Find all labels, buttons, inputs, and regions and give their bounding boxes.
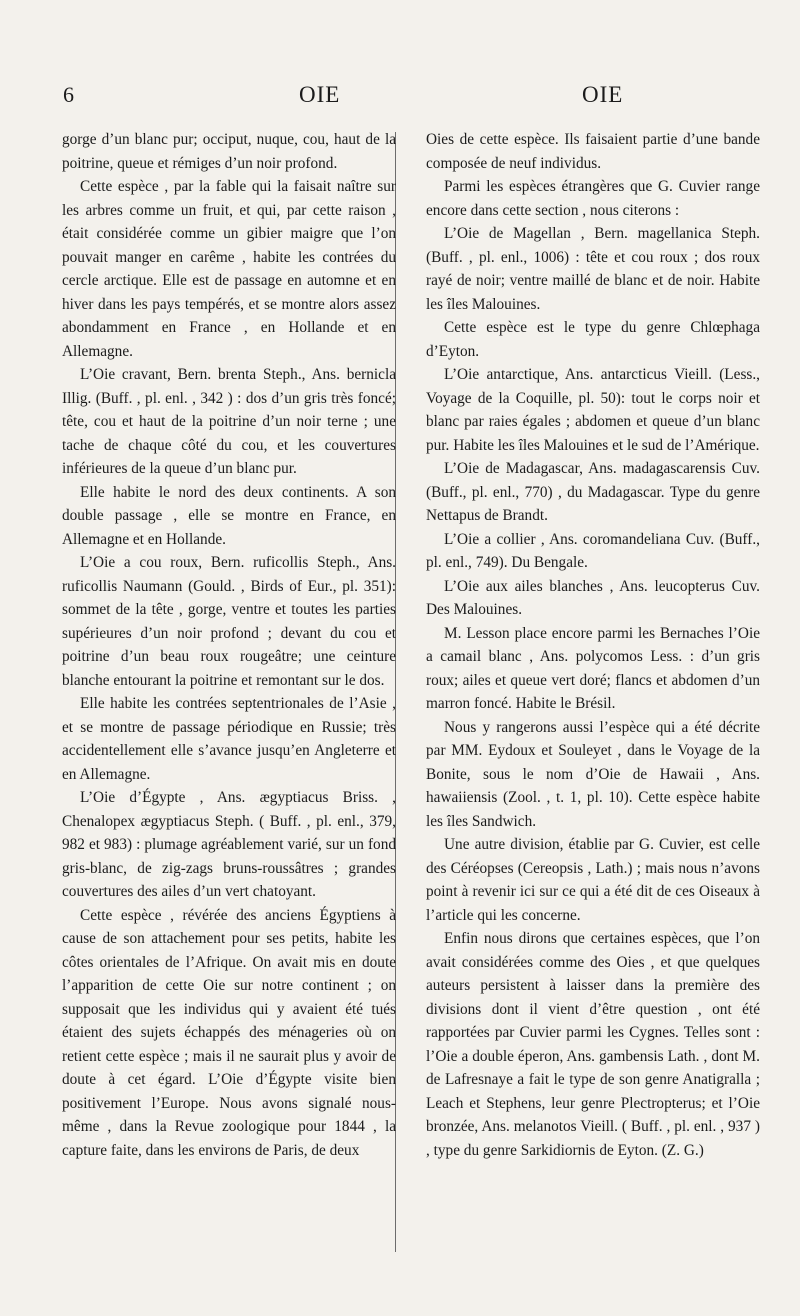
paragraph: M. Lesson place encore parmi les Bernaches l’Oie a camail blanc , Ans. polycomos Less. : d’un gris roux; ailes et queue vert doré; flancs et abdomen d’un marron foncé. Habite le Brésil. [426, 624, 760, 712]
paragraph: L’Oie de Magellan , Bern. magellanica Steph. (Buff. , pl. enl., 1006) : tête et cou roux ; dos roux rayé de noir; ventre maillé de blanc et de noir. Habite les îles Malouines. [426, 225, 760, 313]
paragraph: Une autre division, établie par G. Cuvier, est celle des Céréopses (Cereopsis , Lath.) ; mais nous n’avons point à revenir ici sur ce qui a été dit de ces Oiseaux à l’article qui les concerne. [426, 836, 760, 924]
paragraph: Enfin nous dirons que certaines espèces, que l’on avait considérées comme des Oies , et que quelques auteurs persistent à laisser dans la première des divisions dont il vient d’être question , ont été rapportées par Cuvier parmi les Cygnes. Telles sont : l’Oie a double éperon, Ans. gambensis Lath. , dont M. de Lafresnaye a fait le type de son genre Anatigralla ; Leach et Stephens, leur genre Plectropterus; et l’Oie bronzée, Ans. melanotos Vieill. ( Buff. , pl. enl. , 937 ) , type du genre Sarkidiornis de Eyton. (Z. G.) [426, 930, 760, 1159]
paragraph: L’Oie antarctique, Ans. antarcticus Vieill. (Less., Voyage de la Coquille, pl. 50): tout le corps noir et blanc par raies égales ; abdomen et queue d’un blanc pur. Habite les îles Malouines et le sud de l’Amérique. [426, 366, 760, 454]
page-header [63, 82, 758, 122]
paragraph: Cette espèce , par la fable qui la faisait naître sur les arbres comme un fruit, et qui, par cette raison , était considérée comme un gibier maigre que l’on pouvait manger en carême , habite les contrées du cercle arctique. Elle est de passage en automne et en hiver dans les pays tempérés, et se montre alors assez abondamment en France , en Hollande et en Allemagne. [62, 178, 396, 360]
paragraph: Cette espèce est le type du genre Chlœphaga d’Eyton. [426, 319, 760, 360]
paragraph: L’Oie d’Égypte , Ans. ægyptiacus Briss. , Chenalopex ægyptiacus Steph. ( Buff. , pl. enl., 379, 982 et 983) : plumage agréablement varié, sur un fond gris-blanc, de zig-zags bruns-roussâtres ; grandes couvertures des ailes d’un vert chatoyant. [62, 789, 396, 900]
paragraph: gorge d’un blanc pur; occiput, nuque, cou, haut de la poitrine, queue et rémiges d’un noir profond. [62, 131, 396, 172]
left-column [62, 128, 396, 1162]
paragraph: Oies de cette espèce. Ils faisaient partie d’une bande composée de neuf individus. [426, 131, 760, 172]
running-head-right: OIE [582, 82, 624, 107]
paragraph: L’Oie a collier , Ans. coromandeliana Cuv. (Buff., pl. enl., 749). Du Bengale. [426, 530, 760, 571]
paragraph: L’Oie cravant, Bern. brenta Steph., Ans. bernicla Illig. (Buff. , pl. enl. , 342 ) : dos d’un gris très foncé; tête, cou et haut de la poitrine d’un noir terne ; une tache de chaque côté du cou, et les couvertures inférieures de la queue d’un blanc pur. [62, 366, 396, 477]
paragraph: Elle habite le nord des deux continents. A son double passage , elle se montre en France, en Allemagne et en Hollande. [62, 483, 396, 548]
paragraph: Elle habite les contrées septentrionales de l’Asie , et se montre de passage périodique en Russie; très accidentellement elle s’avance jusqu’en Angleterre et en Allemagne. [62, 695, 396, 783]
right-column [426, 128, 760, 1162]
paragraph: L’Oie aux ailes blanches , Ans. leucopterus Cuv. Des Malouines. [426, 577, 760, 618]
paragraph: Nous y rangerons aussi l’espèce qui a été décrite par MM. Eydoux et Souleyet , dans le Voyage de la Bonite, sous le nom d’Oie de Hawaii , Ans. hawaiiensis (Zool. , t. 1, pl. 10). Cette espèce habite les îles Sandwich. [426, 718, 760, 830]
paragraph: L’Oie de Madagascar, Ans. madagascarensis Cuv. (Buff., pl. enl., 770) , du Madagascar. Type du genre Nettapus de Brandt. [426, 460, 760, 524]
paragraph: Cette espèce , révérée des anciens Égyptiens à cause de son attachement pour ses petits, habite les côtes orientales de l’Afrique. On avait mis en doute l’apparition de cette Oie sur notre continent ; on supposait que les individus qui y avaient été tués étaient des sujets échappés des ménageries où on retient cette espèce ; mais il ne saurait plus y avoir de doute à cet égard. L’Oie d’Égypte visite bien positivement l’Europe. Nous avons signalé nous-même , dans la Revue zoologique pour 1844 , la capture faite, dans les environs de Paris, de deux [62, 906, 396, 1159]
paragraph: Parmi les espèces étrangères que G. Cuvier range encore dans cette section , nous citerons : [426, 178, 760, 219]
running-head-left: OIE [299, 82, 341, 107]
paragraph: L’Oie a cou roux, Bern. ruficollis Steph., Ans. ruficollis Naumann (Gould. , Birds of Eur., pl. 351): sommet de la tête , gorge, ventre et toutes les parties supérieures d’un noir profond ; devant du cou et poitrine d’un beau roux rougeâtre; une ceinture blanche entourant la poitrine et remontant sur le dos. [62, 554, 396, 689]
page-number: 6 [63, 82, 74, 107]
